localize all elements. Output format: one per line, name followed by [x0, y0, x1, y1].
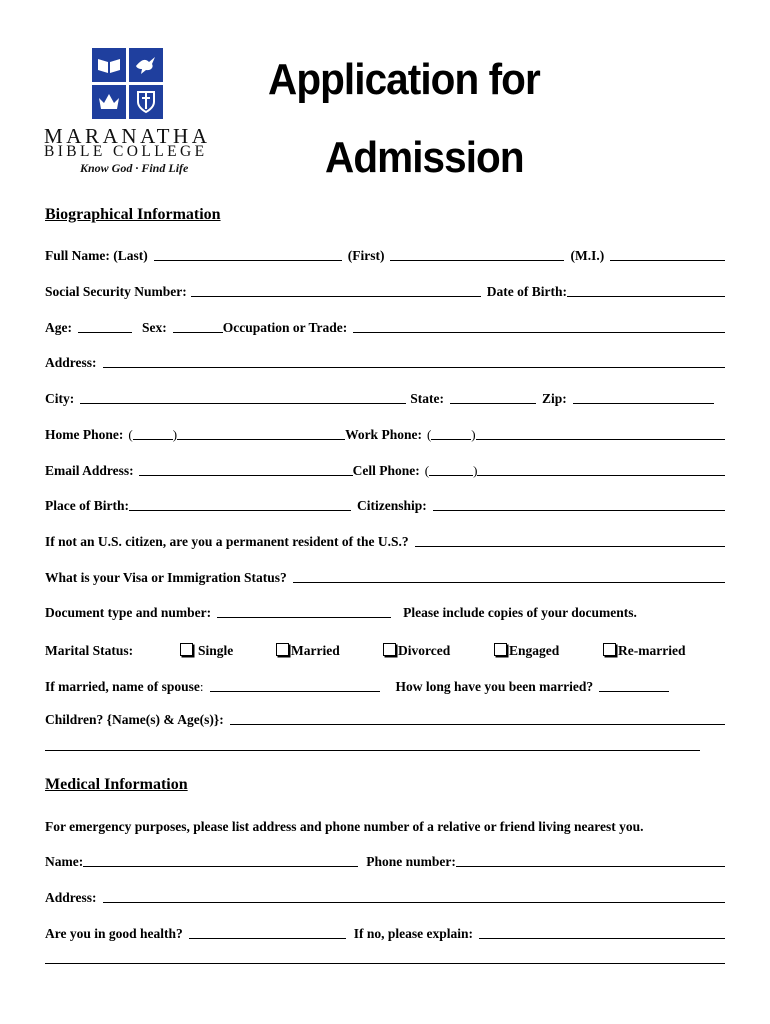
row-visa-status — [45, 568, 725, 586]
dove-icon — [129, 48, 163, 82]
field-emergency-address[interactable] — [103, 901, 725, 903]
label-permanent-resident: If not an U.S. citizen, are you a permanent resident of the U.S.? — [45, 534, 409, 549]
label-document: Document type and number: — [45, 605, 212, 620]
field-birthplace[interactable] — [129, 509, 351, 511]
cell-area-close: ) — [473, 463, 478, 478]
checkbox-icon — [603, 643, 616, 656]
field-work-area-code[interactable] — [431, 438, 471, 440]
label-city: City: — [45, 391, 75, 406]
label-state: State: — [410, 391, 444, 406]
field-mi[interactable] — [610, 259, 725, 261]
field-children[interactable] — [230, 723, 725, 725]
option-engaged: Engaged — [509, 643, 560, 658]
field-cell-phone[interactable] — [477, 474, 725, 476]
logo-college-sub: BIBLE COLLEGE — [44, 143, 208, 160]
checkbox-divorced[interactable] — [383, 643, 450, 659]
label-full-name-last: Full Name: (Last) — [45, 248, 148, 263]
label-zip: Zip: — [542, 391, 567, 406]
note-emergency: For emergency purposes, please list address and phone number of a relative or friend living nearest you. — [45, 819, 644, 834]
logo-college-name: MARANATHA — [44, 124, 211, 148]
field-document[interactable] — [217, 616, 391, 618]
field-children-continued[interactable] — [45, 749, 700, 751]
work-area-close: ) — [471, 427, 476, 442]
label-mi: (M.I.) — [570, 248, 605, 263]
field-emergency-phone[interactable] — [456, 865, 725, 867]
label-spouse-colon: : — [199, 679, 204, 694]
row-birthplace-citizenship — [45, 496, 725, 514]
section-heading-biographical: Biographical Information — [45, 206, 221, 223]
field-ssn[interactable] — [191, 295, 481, 297]
field-address[interactable] — [103, 366, 725, 368]
book-icon — [92, 48, 126, 82]
page-title-line1: Application for — [268, 55, 540, 104]
label-spouse: If married, name of spouse — [45, 679, 200, 694]
row-age-sex-occupation — [45, 318, 725, 336]
crown-icon — [92, 85, 126, 119]
field-explain[interactable] — [479, 937, 725, 939]
home-area-open: ( — [128, 427, 133, 442]
row-health — [45, 924, 725, 942]
row-city-state-zip — [45, 389, 725, 407]
field-age[interactable] — [78, 331, 132, 333]
row-address — [45, 353, 725, 371]
label-home-phone: Home Phone: — [45, 427, 124, 442]
label-sex: Sex: — [142, 320, 167, 335]
logo-emblem — [92, 48, 163, 119]
cell-area-open: ( — [424, 463, 430, 478]
option-divorced: Divorced — [398, 643, 451, 658]
work-area-open: ( — [426, 427, 432, 442]
checkbox-icon — [180, 643, 193, 656]
field-home-area-code[interactable] — [133, 438, 173, 440]
label-emergency-name: Name: — [45, 854, 84, 869]
label-cell-phone: Cell Phone: — [352, 463, 420, 478]
college-logo — [92, 48, 163, 119]
checkbox-engaged[interactable] — [494, 643, 559, 659]
field-how-long-married[interactable] — [599, 690, 669, 692]
field-zip[interactable] — [573, 402, 714, 404]
sword-icon — [129, 85, 163, 119]
option-remarried: Re-married — [618, 643, 686, 658]
label-citizenship: Citizenship: — [356, 498, 427, 513]
section-heading-medical: Medical Information — [45, 776, 188, 793]
row-emergency-address — [45, 888, 725, 906]
label-marital-status: Marital Status: — [45, 643, 134, 658]
label-visa-status: What is your Visa or Immigration Status? — [45, 570, 287, 585]
page-title-line2: Admission — [325, 133, 524, 182]
label-occupation: Occupation or Trade: — [222, 320, 348, 335]
checkbox-icon — [276, 643, 289, 656]
checkbox-remarried[interactable] — [603, 643, 685, 659]
label-children: Children? {Name(s) & Age(s)}: — [45, 712, 224, 727]
note-include-copies: Please include copies of your documents. — [403, 605, 637, 620]
field-first-name[interactable] — [390, 259, 564, 261]
field-occupation[interactable] — [353, 331, 725, 333]
field-emergency-name[interactable] — [83, 865, 358, 867]
field-spouse[interactable] — [210, 690, 380, 692]
field-visa-status[interactable] — [293, 581, 725, 583]
field-state[interactable] — [450, 402, 536, 404]
field-dob[interactable] — [567, 295, 725, 297]
row-full-name — [45, 246, 725, 264]
field-good-health[interactable] — [189, 937, 346, 939]
label-birthplace: Place of Birth: — [45, 498, 129, 513]
field-home-phone[interactable] — [177, 438, 345, 440]
checkbox-single[interactable] — [180, 643, 233, 659]
row-phones — [45, 425, 725, 443]
field-sex[interactable] — [173, 331, 223, 333]
label-ssn: Social Security Number: — [45, 284, 187, 299]
label-emergency-address: Address: — [45, 890, 97, 905]
label-address: Address: — [45, 355, 97, 370]
label-age: Age: — [45, 320, 72, 335]
option-married: Married — [291, 643, 340, 658]
checkbox-married[interactable] — [276, 643, 340, 659]
row-spouse — [45, 677, 725, 695]
row-document — [45, 603, 725, 621]
row-children — [45, 710, 725, 728]
row-emergency-contact — [45, 852, 725, 870]
label-email: Email Address: — [45, 463, 134, 478]
field-work-phone[interactable] — [476, 438, 725, 440]
label-how-long-married: How long have you been married? — [395, 679, 594, 694]
home-area-close: ) — [172, 427, 178, 442]
field-city[interactable] — [80, 402, 406, 404]
field-last-name[interactable] — [154, 259, 342, 261]
label-work-phone: Work Phone: — [345, 427, 422, 442]
label-good-health: Are you in good health? — [45, 926, 183, 941]
row-permanent-resident — [45, 532, 725, 550]
label-emergency-phone: Phone number: — [366, 854, 456, 869]
row-ssn — [45, 282, 725, 300]
logo-tagline: Know God · Find Life — [80, 161, 189, 175]
checkbox-icon — [494, 643, 507, 656]
row-emergency-note — [45, 817, 725, 835]
field-cell-area-code[interactable] — [429, 474, 473, 476]
option-single: Single — [198, 643, 234, 658]
field-explain-continued[interactable] — [45, 962, 725, 964]
label-explain: If no, please explain: — [353, 926, 474, 941]
label-dob: Date of Birth: — [486, 284, 567, 299]
label-first: (First) — [347, 248, 385, 263]
field-permanent-resident[interactable] — [415, 545, 725, 547]
field-citizenship[interactable] — [433, 509, 725, 511]
row-email-cell — [45, 461, 725, 479]
field-email[interactable] — [139, 474, 353, 476]
checkbox-icon — [383, 643, 396, 656]
